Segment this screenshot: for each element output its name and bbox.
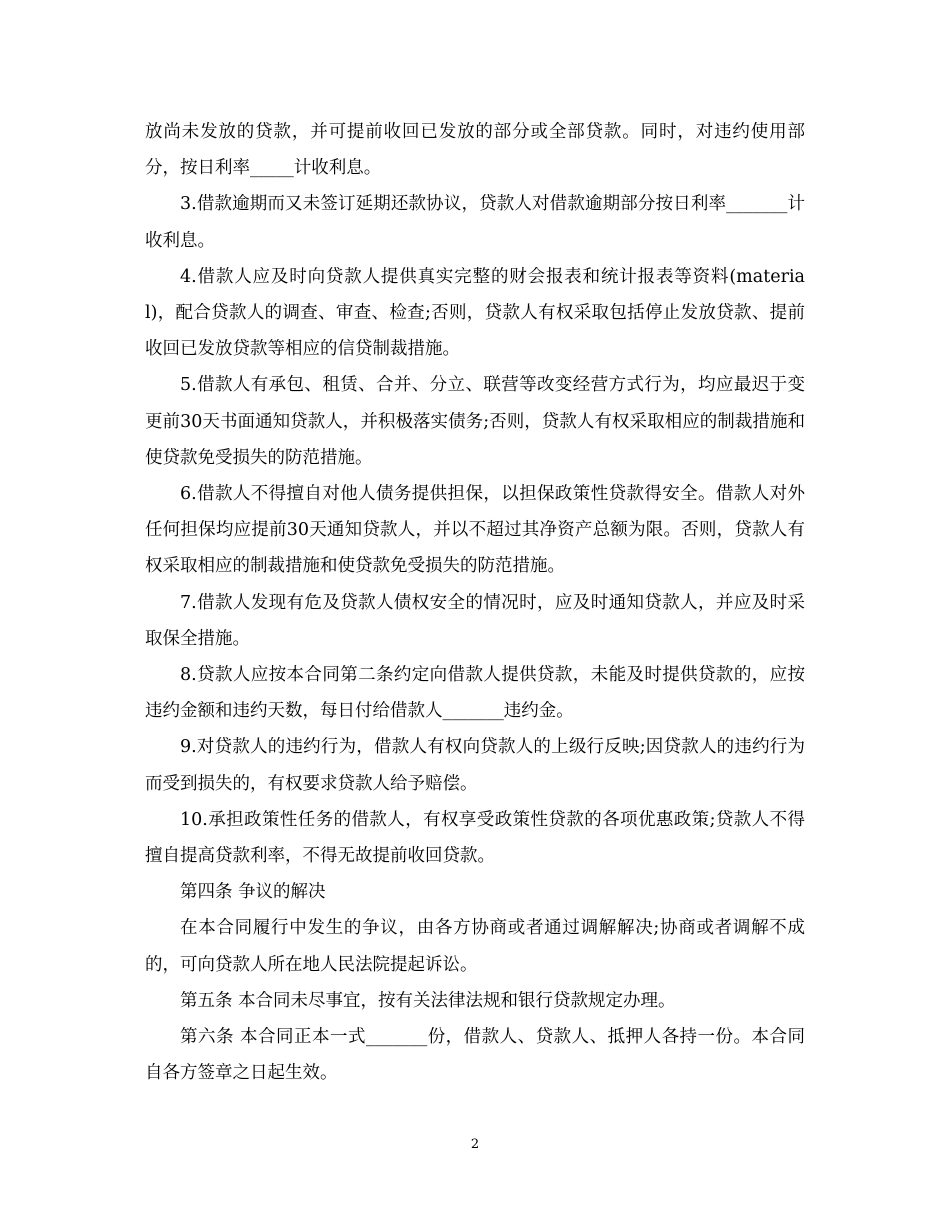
paragraph-clause-6: 6.借款人不得擅自对他人债务提供担保，以担保政策性贷款得安全。借款人对外任何担保均应提前30天通知贷款人，并以不超过其净资产总额为限。否则，贷款人有权采取相应的制裁措施和使贷款免受损失的防范措施。 — [145, 484, 805, 577]
section-heading-article-4: 第四条 争议的解决 — [180, 882, 326, 903]
paragraph-clause-9: 9.对贷款人的违约行为，借款人有权向贷款人的上级行反映;因贷款人的违约行为而受到损失的，有权要求贷款人给予赔偿。 — [145, 737, 805, 794]
paragraph-clause-5: 5.借款人有承包、租赁、合并、分立、联营等改变经营方式行为，均应最迟于变更前30天书面通知贷款人，并积极落实债务;否则，贷款人有权采取相应的制裁措施和使贷款免受损失的防范措施。 — [145, 375, 805, 468]
paragraph-clause-7: 7.借款人发现有危及贷款人债权安全的情况时，应及时通知贷款人，并应及时采取保全措施。 — [145, 592, 805, 649]
page-number: 2 — [470, 1137, 480, 1152]
paragraph-dispute-resolution: 在本合同履行中发生的争议，由各方协商或者通过调解解决;协商或者调解不成的，可向贷款人所在地人民法院提起诉讼。 — [145, 918, 805, 975]
paragraph-1: 放尚未发放的贷款，并可提前收回已发放的部分或全部贷款。同时，对违约使用部分，按日利率_____计收利息。 — [145, 122, 805, 179]
paragraph-clause-4: 4.借款人应及时向贷款人提供真实完整的财会报表和统计报表等资料(material)，配合贷款人的调查、审查、检查;否则，贷款人有权采取包括停止发放贷款、提前收回已发放贷款等相应的信贷制裁措施。 — [145, 266, 805, 360]
document-body — [145, 114, 805, 1091]
paragraph-article-5: 第五条 本合同未尽事宜，按有关法律法规和银行贷款规定办理。 — [180, 990, 676, 1011]
paragraph-clause-3: 3.借款逾期而又未签订延期还款协议，贷款人对借款逾期部分按日利率_______计收利息。 — [145, 194, 805, 251]
paragraph-clause-10: 10.承担政策性任务的借款人，有权享受政策性贷款的各项优惠政策;贷款人不得擅自提高贷款利率，不得无故提前收回贷款。 — [145, 809, 805, 867]
paragraph-clause-8: 8.贷款人应按本合同第二条约定向借款人提供贷款，未能及时提供贷款的，应按违约金额和违约天数，每日付给借款人_______违约金。 — [145, 665, 805, 722]
paragraph-article-6: 第六条 本合同正本一式_______份，借款人、贷款人、抵押人各持一份。本合同自各方签章之日起生效。 — [145, 1027, 805, 1084]
